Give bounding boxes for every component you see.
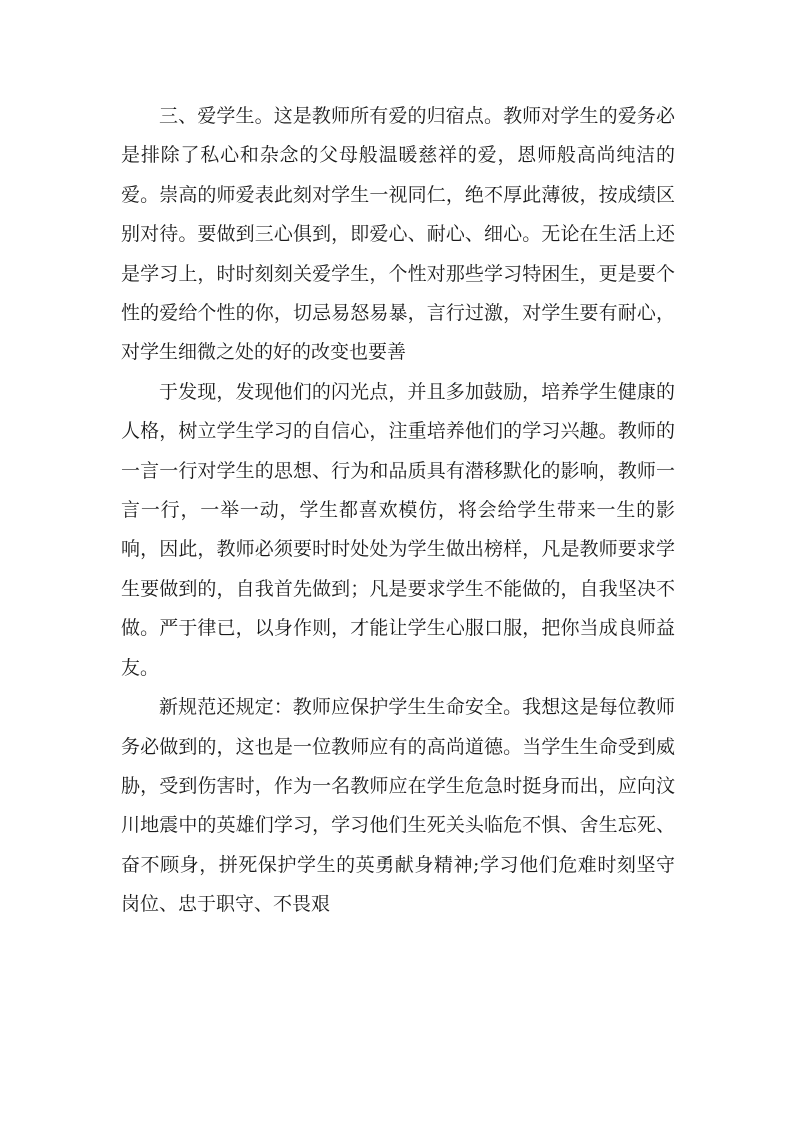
document-body	[121, 97, 675, 925]
paragraph-student-safety: 新规范还规定：教师应保护学生生命安全。我想这是每位教师务必做到的，这也是一位教师应有的高尚道德。当学生生命受到威胁，受到伤害时，作为一名教师应在学生危急时挺身而出，应向汶川地震中的英雄们学习，学习他们生死关头临危不惧、舍生忘死、奋不顾身，拼死保护学生的英勇献身精神;学习他们危难时刻坚守岗位、忠于职守、不畏艰	[121, 696, 675, 916]
paragraph-love-students: 三、爱学生。这是教师所有爱的归宿点。教师对学生的爱务必是排除了私心和杂念的父母般温暖慈祥的爱，恩师般高尚纯洁的爱。崇高的师爱表此刻对学生一视同仁，绝不厚此薄彼，按成绩区别对待。要做到三心俱到，即爱心、耐心、细心。无论在生活上还是学习上，时时刻刻关爱学生，个性对那些学习特困生，更是要个性的爱给个性的你，切忌易怒易暴，言行过激，对学生要有耐心，对学生细微之处的好的改变也要善	[121, 105, 675, 364]
paragraph-role-model: 于发现，发现他们的闪光点，并且多加鼓励，培养学生健康的人格，树立学生学习的自信心，注重培养他们的学习兴趣。教师的一言一行对学生的思想、行为和品质具有潜移默化的影响，教师一言一行，一举一动，学生都喜欢模仿，将会给学生带来一生的影响，因此，教师必须要时时处处为学生做出榜样，凡是教师要求学生要做到的，自我首先做到；凡是要求学生不能做的，自我坚决不做。严于律已，以身作则，才能让学生心服口服，把你当成良师益友。	[121, 380, 675, 679]
